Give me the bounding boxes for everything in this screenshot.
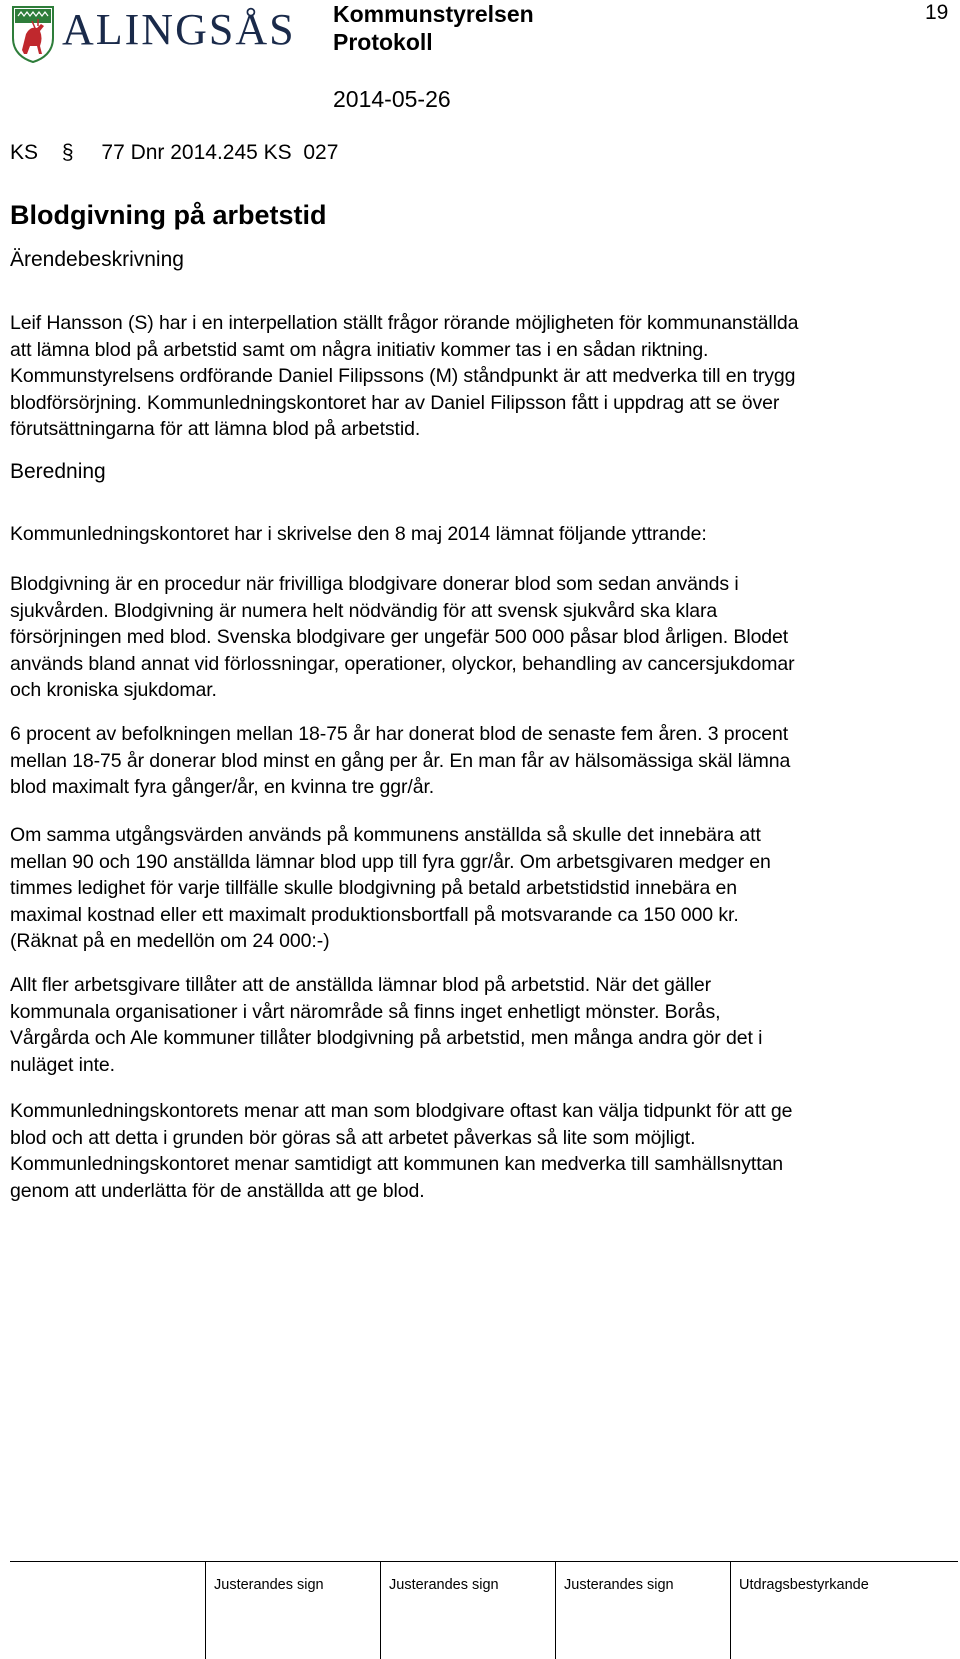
section-symbol: § <box>61 141 74 164</box>
paragraph-statistics <box>10 721 955 801</box>
paragraph-blodgivning <box>10 571 955 704</box>
paragraph-conclusion <box>10 1098 955 1204</box>
text-line: förutsättningarna för att lämna blod på arbetstid. <box>10 418 421 441</box>
text-line: blod och att detta i grunden bör göras så att arbetet påverkas så lite som möjligt. <box>10 1126 696 1149</box>
text-line: blodförsörjning. Kommunledningskontoret har av Daniel Filipsson fått i uppdrag att se över <box>10 391 780 414</box>
document-date: 2014-05-26 <box>333 86 451 112</box>
text-line: nuläget inte. <box>10 1053 115 1076</box>
text-line: Vårgårda och Ale kommuner tillåter blodgivning på arbetstid, men många andra gör det i <box>10 1027 763 1050</box>
text-line: timmes ledighet för varje tillfälle skulle blodgivning på betald arbetstidstid innebära en <box>10 877 738 900</box>
org-name: Kommunstyrelsen <box>333 1 534 27</box>
paragraph-cost <box>10 822 955 955</box>
text-line: försörjningen med blod. Svenska blodgivare ger ungefär 500 000 påsar blod årligen. Blodet <box>10 626 789 649</box>
footer-sign-box-3 <box>555 1561 731 1659</box>
paragraph-statement-intro <box>10 521 955 548</box>
page-title: Blodgivning på arbetstid <box>10 200 327 230</box>
alingsas-crest-icon <box>10 4 56 64</box>
text-line: kommunala organisationer i vårt närområde så finns inget enhetligt mönster. Borås, <box>10 1000 721 1023</box>
paragraph-employers <box>10 972 955 1078</box>
text-line: Leif Hansson (S) har i en interpellation ställt frågor rörande möjligheten för kommunanställda <box>10 312 799 334</box>
footer-sign-box-1 <box>205 1561 381 1659</box>
text-line: 6 procent av befolkningen mellan 18-75 år har donerat blod de senaste fem åren. 3 procent <box>10 723 789 745</box>
text-line: Allt fler arbetsgivare tillåter att de anställda lämnar blod på arbetstid. När det gäller <box>10 974 712 996</box>
document-type: Protokoll <box>333 29 433 55</box>
text-line: Kommunstyrelsens ordförande Daniel Filipssons (M) ståndpunkt är att medverka till en trygg <box>10 365 796 388</box>
text-line: genom att underlätta för de anställda att ge blod. <box>10 1179 425 1202</box>
text-line: och kroniska sjukdomar. <box>10 679 217 702</box>
text-line: Kommunledningskontoret menar samtidigt att kommunen kan medverka till samhällsnyttan <box>10 1153 784 1176</box>
text-line: maximal kostnad eller ett maximalt produktionsbortfall på motsvarande ca 150 000 kr. <box>10 903 739 926</box>
text-line: Kommunledningskontoret har i skrivelse den 8 maj 2014 lämnat följande yttrande: <box>10 523 707 545</box>
text-line: Kommunledningskontorets menar att man som blodgivare oftast kan välja tidpunkt för att ge <box>10 1100 793 1122</box>
text-line: mellan 90 och 190 anställda lämnar blod upp till fyra ggr/år. Om arbetsgivaren medger en <box>10 850 771 873</box>
footer-label: Justerandes sign <box>389 1577 499 1593</box>
text-line: sjukvården. Blodgivning är numera helt nödvändig för att svensk sjukvård ska klara <box>10 599 718 622</box>
case-ks: KS <box>10 141 39 164</box>
footer-certify-box <box>730 1561 959 1659</box>
text-line: används bland annat vid förlossningar, operationer, olyckor, behandling av cancersjukdomar <box>10 652 795 675</box>
text-line: (Räknat på en medellön om 24 000:-) <box>10 930 330 953</box>
logo-text: ALINGSÅS <box>62 5 296 54</box>
heading-beredning: Beredning <box>10 460 106 483</box>
case-number: 77 Dnr 2014.245 KS 027 <box>101 141 339 164</box>
footer-label: Utdragsbestyrkande <box>739 1577 869 1593</box>
text-line: Om samma utgångsvärden används på kommunens anställda så skulle det innebära att <box>10 824 761 846</box>
footer-label: Justerandes sign <box>214 1577 324 1593</box>
case-reference <box>10 140 338 166</box>
text-line: mellan 18-75 år donerar blod minst en gång per år. En man får av hälsomässiga skäl lämna <box>10 749 791 772</box>
text-line: att lämna blod på arbetstid samt om några initiativ kommer tas i en sådan riktning. <box>10 338 709 361</box>
footer-label: Justerandes sign <box>564 1577 674 1593</box>
heading-arendebeskrivning: Ärendebeskrivning <box>10 248 184 271</box>
alingsas-logo <box>10 4 295 66</box>
paragraph-arendebeskrivning <box>10 310 955 443</box>
text-line: Blodgivning är en procedur när frivilliga blodgivare donerar blod som sedan används i <box>10 573 739 595</box>
text-line: blod maximalt fyra gånger/år, en kvinna tre ggr/år. <box>10 776 435 799</box>
footer-sign-box-2 <box>380 1561 556 1659</box>
page-number: 19 <box>925 1 949 24</box>
